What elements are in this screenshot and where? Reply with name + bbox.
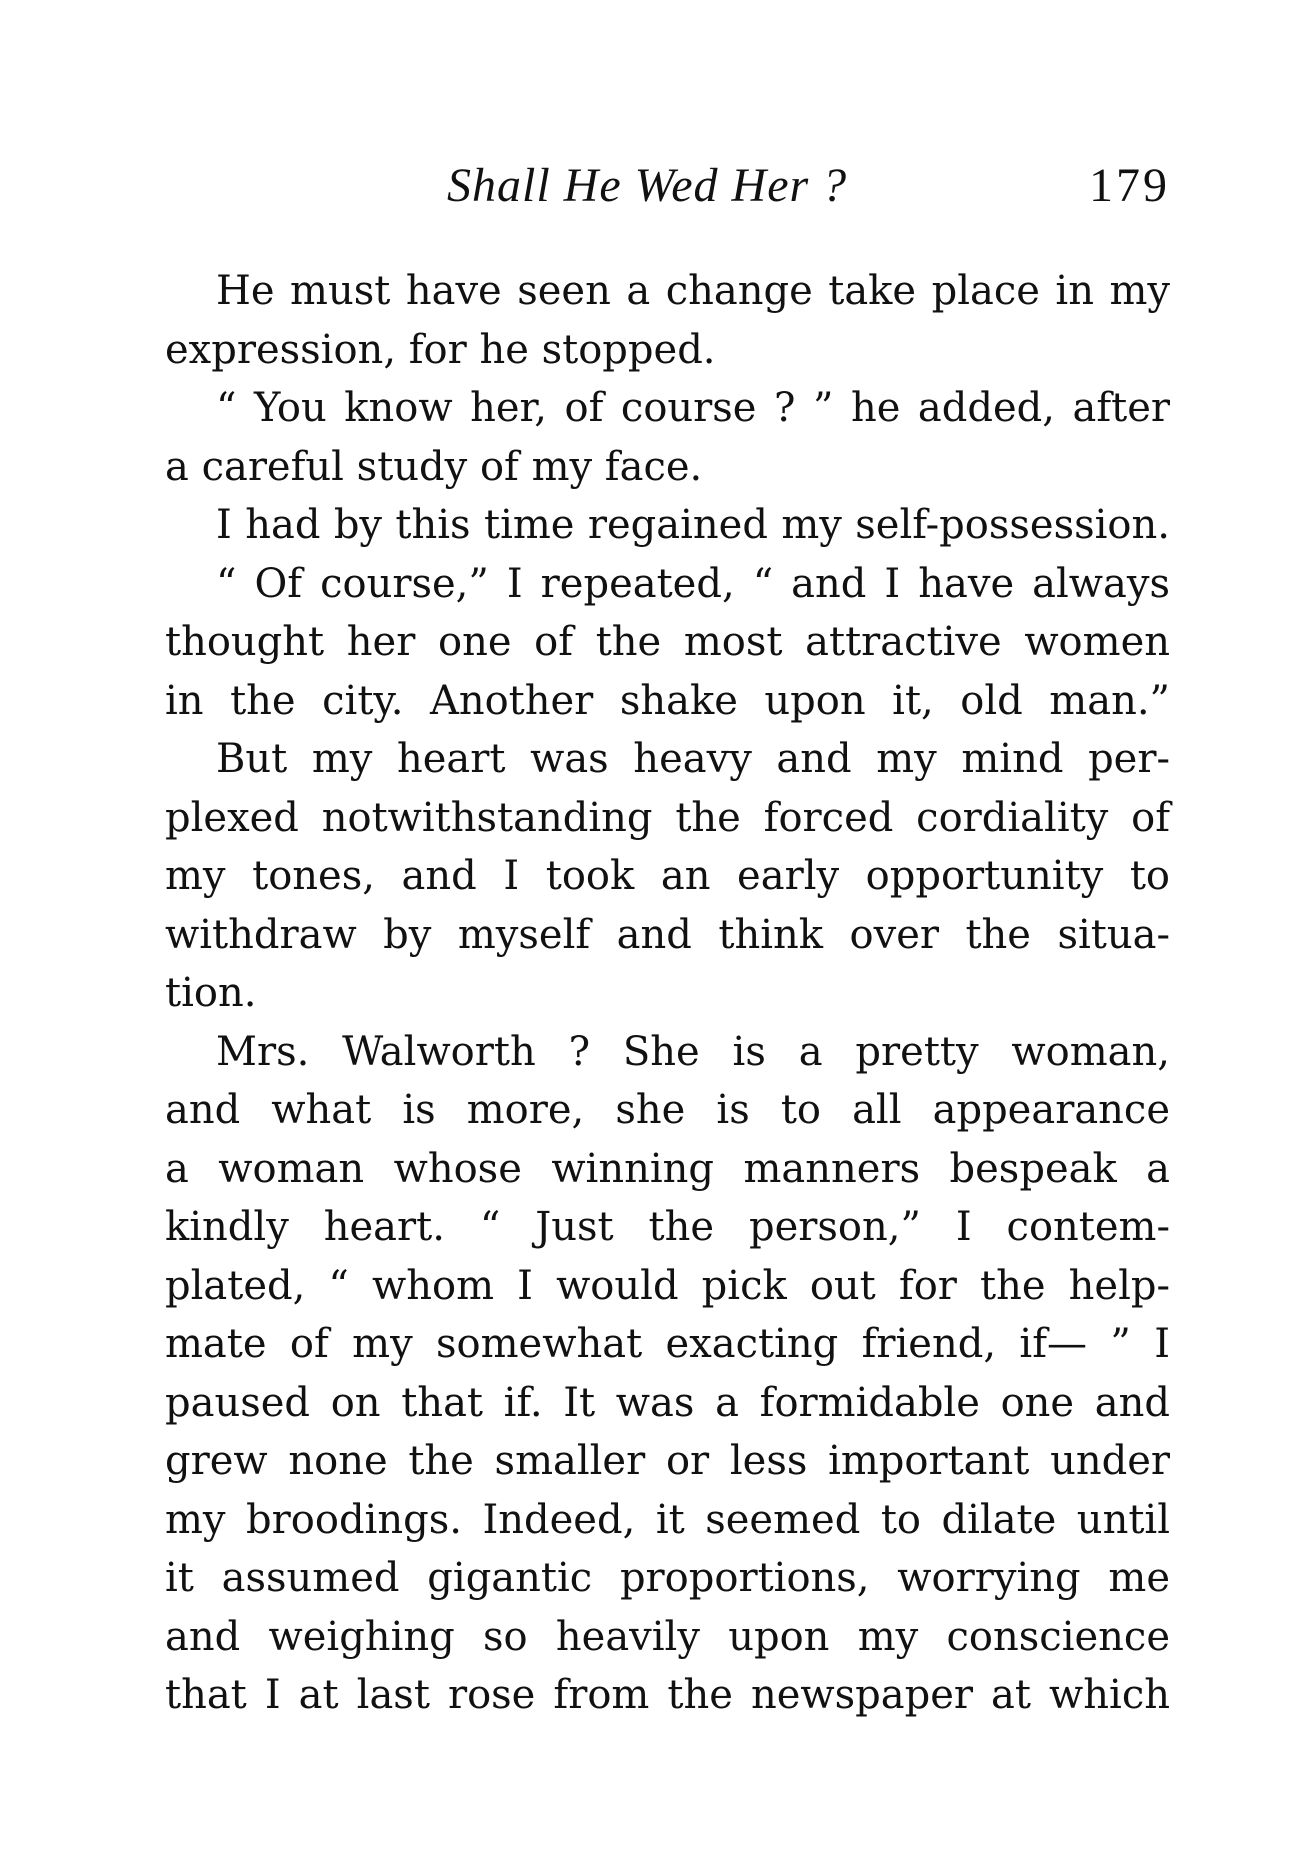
text-line: withdraw by myself and think over the situa- — [165, 911, 1170, 958]
text-line: my tones, and I took an early opportunity to — [165, 853, 1170, 899]
running-head — [165, 158, 1170, 218]
text-line: “ Of course,” I repeated, “ and I have always — [216, 560, 1170, 607]
text-line: and what is more, she is to all appearance — [165, 1087, 1170, 1133]
text-line: kindly heart. “ Just the person,” I contem- — [165, 1204, 1170, 1250]
text-line: “ You know her, of course ? ” he added, after — [216, 385, 1170, 431]
text-line: I had by this time regained my self-possession. — [216, 502, 1170, 548]
text-line: plexed notwithstanding the forced cordiality of — [165, 794, 1170, 841]
body-text — [165, 262, 1170, 1725]
text-line: thought her one of the most attractive women — [165, 619, 1170, 665]
text-line: tion. — [165, 970, 257, 1016]
text-line: expression, for he stopped. — [165, 326, 716, 373]
text-line: Mrs. Walworth ? She is a pretty woman, — [216, 1028, 1170, 1075]
text-line: in the city. Another shake upon it, old man.” — [165, 677, 1170, 724]
text-line: that I at last rose from the newspaper at which — [165, 1672, 1170, 1718]
text-line: a careful study of my face. — [165, 443, 703, 490]
text-line: my broodings. Indeed, it seemed to dilate until — [165, 1496, 1170, 1543]
text-line: and weighing so heavily upon my conscience — [165, 1613, 1170, 1660]
text-line: a woman whose winning manners bespeak a — [165, 1145, 1170, 1192]
text-line: plated, “ whom I would pick out for the help- — [165, 1262, 1170, 1309]
text-line: mate of my somewhat exacting friend, if— ” I — [165, 1321, 1170, 1367]
page-number: 179 — [1089, 159, 1170, 212]
text-line: But my heart was heavy and my mind per- — [216, 736, 1170, 782]
text-line: He must have seen a change take place in my — [216, 268, 1170, 314]
text-line: paused on that if. It was a formidable one and — [165, 1379, 1170, 1426]
text-line: it assumed gigantic proportions, worrying me — [165, 1555, 1170, 1601]
text-line: grew none the smaller or less important under — [165, 1438, 1170, 1484]
running-title: Shall He Wed Her ? — [447, 159, 848, 212]
